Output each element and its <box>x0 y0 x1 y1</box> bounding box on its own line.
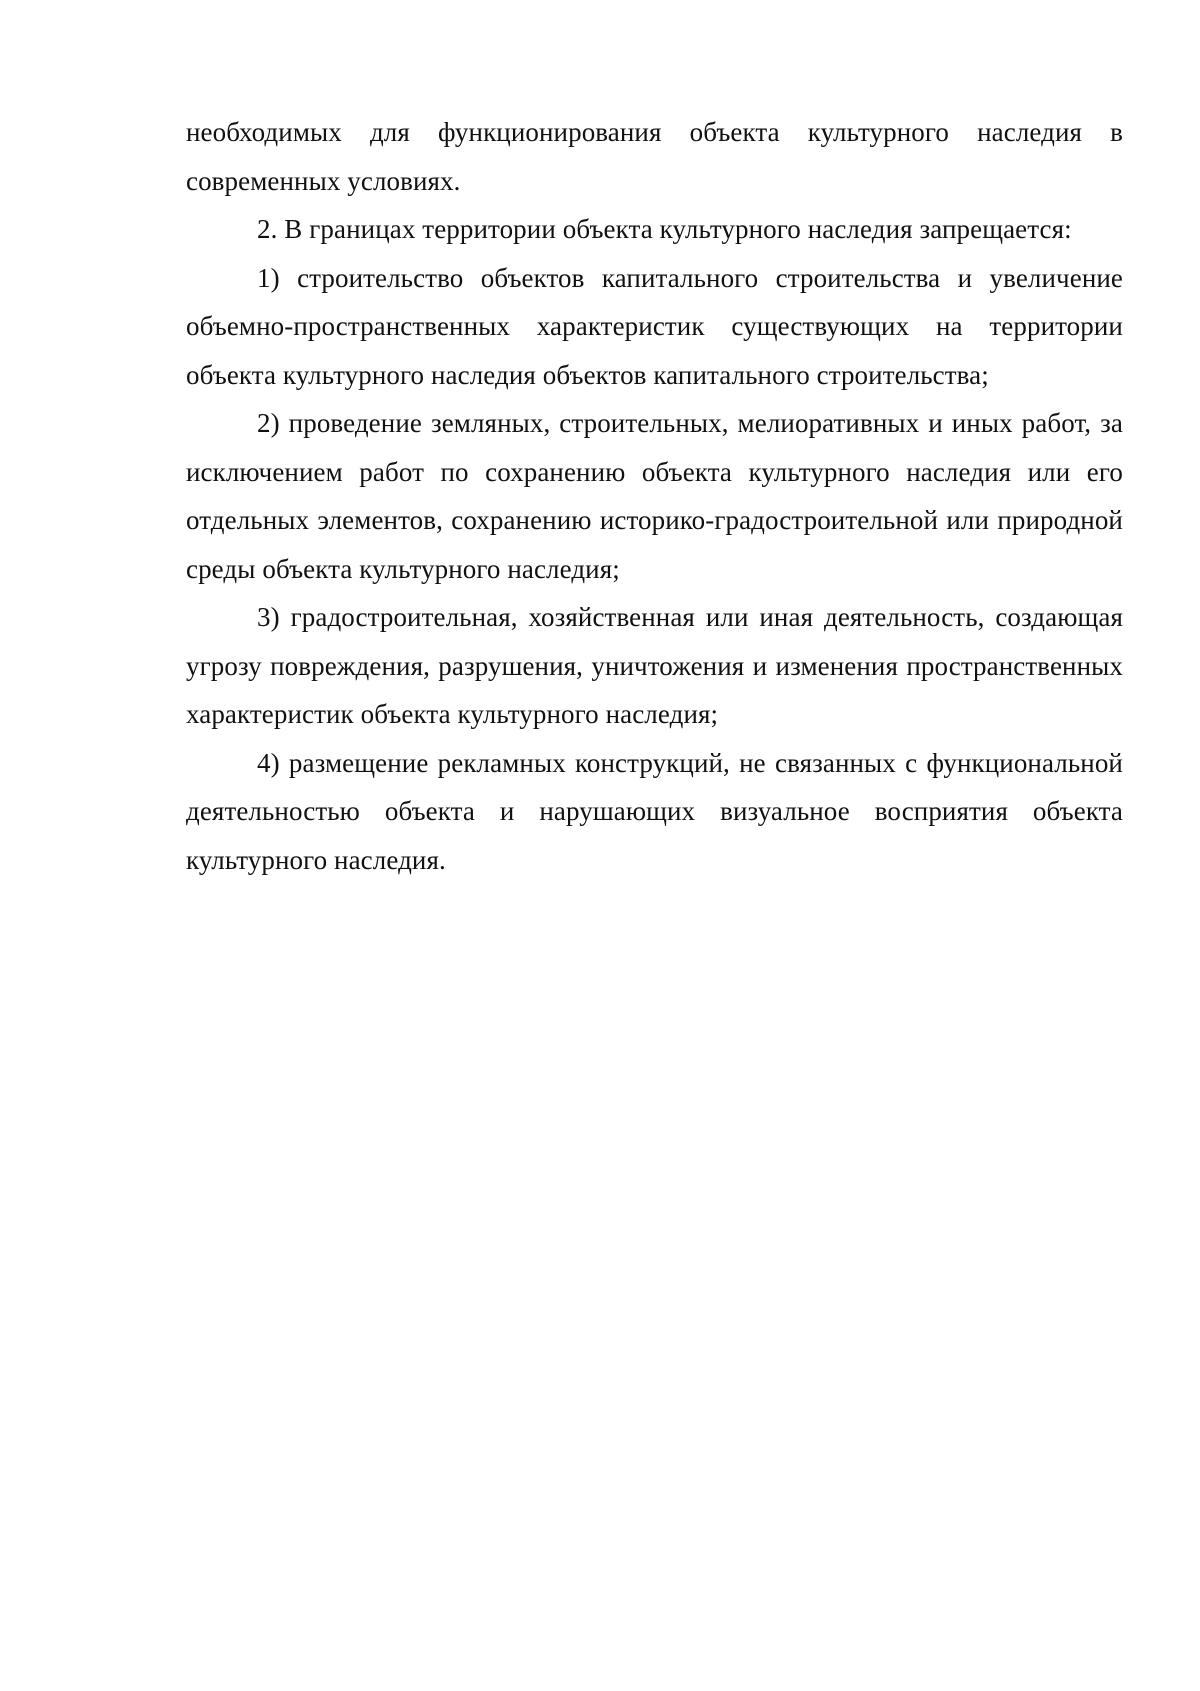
paragraph-subitem-4: 4) размещение рекламных конструкций, не связанных с функциональной деятельностью объекта и нарушающих визуальное восприятия объекта культурного наследия. <box>186 747 1123 875</box>
paragraph-subitem-3: 3) градостроительная, хозяйственная или иная деятельность, создающая угрозу повреждения, разрушения, уничтожения и изменения пространственных характеристик объекта культурного наследия; <box>186 602 1123 729</box>
paragraph-item-2: 2. В границах территории объекта культурного наследия запрещается: <box>257 214 1072 244</box>
paragraph-subitem-1: 1) строительство объектов капитального строительства и увеличение объемно-пространственных характеристик существующих на территории объекта культурного наследия объектов капитального строительства; <box>186 262 1123 390</box>
paragraph-subitem-2: 2) проведение земляных, строительных, мелиоративных и иных работ, за исключением работ по сохранению объекта культурного наследия или его отдельных элементов, сохранению историко-градостроительной или природной среды объекта культурного наследия; <box>186 408 1123 584</box>
document-body <box>186 108 1123 884</box>
paragraph-continuation: необходимых для функционирования объекта культурного наследия в современных условиях. <box>186 117 1123 196</box>
